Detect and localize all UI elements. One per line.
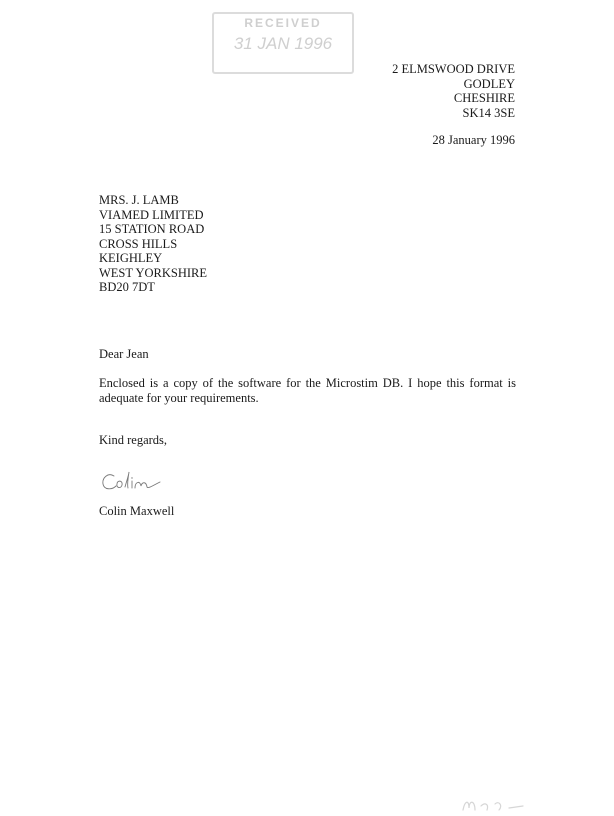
recipient-address-line: VIAMED LIMITED xyxy=(99,207,204,222)
letter-date: 28 January 1996 xyxy=(432,133,515,147)
recipient-address-line: CROSS HILLS xyxy=(99,236,178,251)
recipient-address-line: WEST YORKSHIRE xyxy=(99,265,207,280)
salutation: Dear Jean xyxy=(99,347,149,361)
received-stamp xyxy=(212,12,354,74)
letter-body: Enclosed is a copy of the software for the Microstim DB. I hope this format is adequate for your requirements. xyxy=(99,376,516,405)
stamp-line-1: RECEIVED xyxy=(244,16,322,30)
sender-address-line: 2 ELMSWOOD DRIVE xyxy=(392,62,515,76)
handwritten-signature xyxy=(100,468,162,494)
closing: Kind regards, xyxy=(99,433,168,447)
sender-address-line: SK14 3SE xyxy=(462,105,515,120)
signer-name: Colin Maxwell xyxy=(99,504,175,518)
stamp-date: 31 JAN 1996 xyxy=(233,34,333,53)
sender-address xyxy=(392,62,515,120)
recipient-address-line: MRS. J. LAMB xyxy=(99,193,179,207)
recipient-address xyxy=(99,193,207,295)
margin-scribble xyxy=(455,796,535,816)
sender-address-line: CHESHIRE xyxy=(453,91,515,105)
recipient-address-line: 15 STATION ROAD xyxy=(99,222,205,236)
recipient-address-line: KEIGHLEY xyxy=(99,251,163,265)
recipient-address-line: BD20 7DT xyxy=(99,280,155,294)
sender-address-line: GODLEY xyxy=(463,76,515,91)
